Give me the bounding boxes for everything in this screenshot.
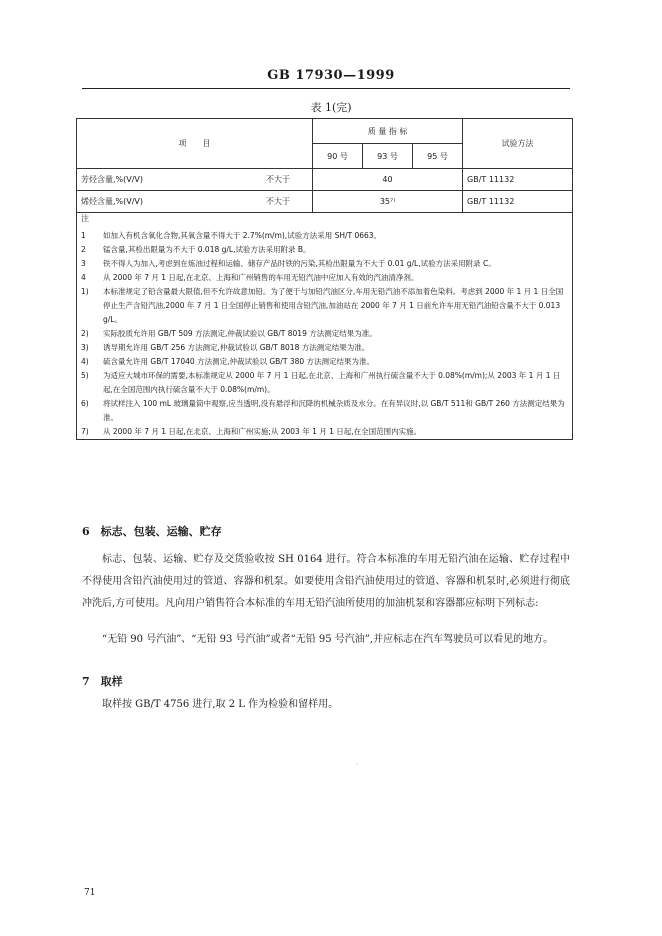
note-number: 5): [81, 371, 89, 380]
notes-title: 注: [81, 214, 89, 223]
row-limit: 不大于: [266, 175, 290, 184]
grade-93: 93 号: [363, 144, 413, 169]
note-item: [81, 285, 568, 327]
note-text: 实际胶质允许用 GB/T 509 方法测定,仲裁试验以 GB/T 8019 方法测定结果为准。: [103, 329, 377, 338]
scan-dot: ·: [356, 760, 359, 769]
note-text: 从 2000 年 7 月 1 日起,在北京、上海和广州销售的车用无铅汽油中应加入有效的汽油清净剂。: [103, 273, 419, 282]
col-header-item: 项 目: [77, 119, 313, 169]
notes-row: [77, 213, 573, 440]
notes-cell: [77, 213, 573, 440]
note-number: 3): [81, 343, 89, 352]
note-number: 4): [81, 357, 89, 366]
row-method: GB/T 11132: [463, 191, 573, 213]
standard-code: GB 17930—1999: [267, 68, 395, 83]
note-text: 铁不得人为加入,考虑到在炼油过程和运输、储存产品时铁的污染,其检出限量为不大于 0.01 g/L,试验方法采用附录 C。: [103, 259, 496, 268]
note-text: 锰含量,其检出限量为不大于 0.018 g/L,试验方法采用附录 B。: [103, 245, 311, 254]
section-7-paragraph-1: 取样按 GB/T 4756 进行,取 2 L 作为检验和留样用。: [102, 699, 339, 710]
table-row: [77, 191, 573, 213]
grade-90: 90 号: [313, 144, 363, 169]
row-limit: 不大于: [266, 197, 290, 206]
note-item: [81, 243, 568, 257]
note-text: 为适应大城市环保的需要,本标准规定从 2000 年 7 月 1 日起,在北京、上海和广州执行硫含量不大于 0.08%(m/m);从 2003 年 1 月 1 日起,在全国范围内执行硫含量不大于 0.08%(m/m)。: [103, 371, 561, 394]
col-header-method: 试验方法: [463, 119, 573, 169]
section-6-paragraph-2: “无铅 90 号汽油”、“无铅 93 号汽油”或者“无铅 95 号汽油”,并应标志在汽车驾驶员可以看见的地方。: [102, 634, 554, 645]
row-item: 烯烃含量,%(V/V): [81, 197, 144, 206]
note-number: 2): [81, 329, 89, 338]
row-value: 35⁷⁾: [313, 191, 463, 213]
note-item: [81, 257, 568, 271]
row-value: 40: [313, 169, 463, 191]
section-7-title: 7 取样: [82, 675, 123, 688]
note-number: 2: [81, 245, 86, 254]
row-item-cell: [77, 191, 313, 213]
note-item: [81, 397, 568, 425]
table-caption: 表 1(完): [310, 101, 352, 114]
page-number: 71: [84, 888, 96, 898]
note-item: [81, 229, 568, 243]
note-text: 从 2000 年 7 月 1 日起,在北京、上海和广州实施;从 2003 年 1 月 1 日起,在全国范围内实施。: [103, 427, 422, 436]
note-text: 诱导期允许用 GB/T 256 方法测定,仲裁试验以 GB/T 8018 方法测定结果为准。: [103, 343, 370, 352]
row-item-cell: [77, 169, 313, 191]
note-number: 1): [81, 287, 89, 296]
note-item: [81, 327, 568, 341]
spec-table: [76, 118, 573, 440]
table-row: [77, 169, 573, 191]
note-number: 7): [81, 427, 89, 436]
row-method: GB/T 11132: [463, 169, 573, 191]
note-text: 将试样注入 100 mL 玻璃量筒中观察,应当透明,没有悬浮和沉降的机械杂质及水分。在有异议时,以 GB/T 511和 GB/T 260 方法测定结果为准。: [103, 399, 565, 422]
note-item: [81, 341, 568, 355]
section-6-paragraph-1: 标志、包装、运输、贮存及交货验收按 SH 0164 进行。符合本标准的车用无铅汽油在运输、贮存过程中不得使用含铅汽油使用过的管道、容器和机泵。如要使用含铅汽油使用过的管道、容器和机泵时,必须进行彻底冲洗后,方可使用。凡向用户销售符合本标准的车用无铅汽油所使用的加油机泵和容器都应标明下列标志:: [82, 554, 570, 609]
note-text: 硫含量允许用 GB/T 17040 方法测定,仲裁试验以 GB/T 380 方法测定结果为准。: [103, 357, 374, 366]
note-item: [81, 355, 568, 369]
note-item: [81, 425, 568, 439]
note-item: [81, 271, 568, 285]
note-number: 3: [81, 259, 86, 268]
note-number: 4: [81, 273, 86, 282]
note-number: 1: [81, 231, 86, 240]
note-text: 本标准规定了铅含量最大限值,但不允许故意加铅。为了便于与加铅汽油区分,车用无铅汽油不添加着色染料。考虑到 2000 年 1 月 1 日全国停止生产含铅汽油,2000 年 7 月 1 日全国停止销售和使用含铅汽油,加油站在 2000 年 7 月 1 日前允许车用无铅汽油铅含量不大于 0.013 g/L。: [103, 287, 564, 324]
note-text: 如加入有机含氧化合物,其氧含量不得大于 2.7%(m/m),试验方法采用 SH/T 0663。: [103, 231, 382, 240]
header-rule: [82, 88, 570, 89]
col-header-quality: 质 量 指 标: [313, 119, 463, 144]
note-item: [81, 369, 568, 397]
note-number: 6): [81, 399, 89, 408]
grade-95: 95 号: [413, 144, 463, 169]
row-item: 芳烃含量,%(V/V): [81, 175, 144, 184]
section-6-title: 6 标志、包装、运输、贮存: [82, 525, 222, 538]
